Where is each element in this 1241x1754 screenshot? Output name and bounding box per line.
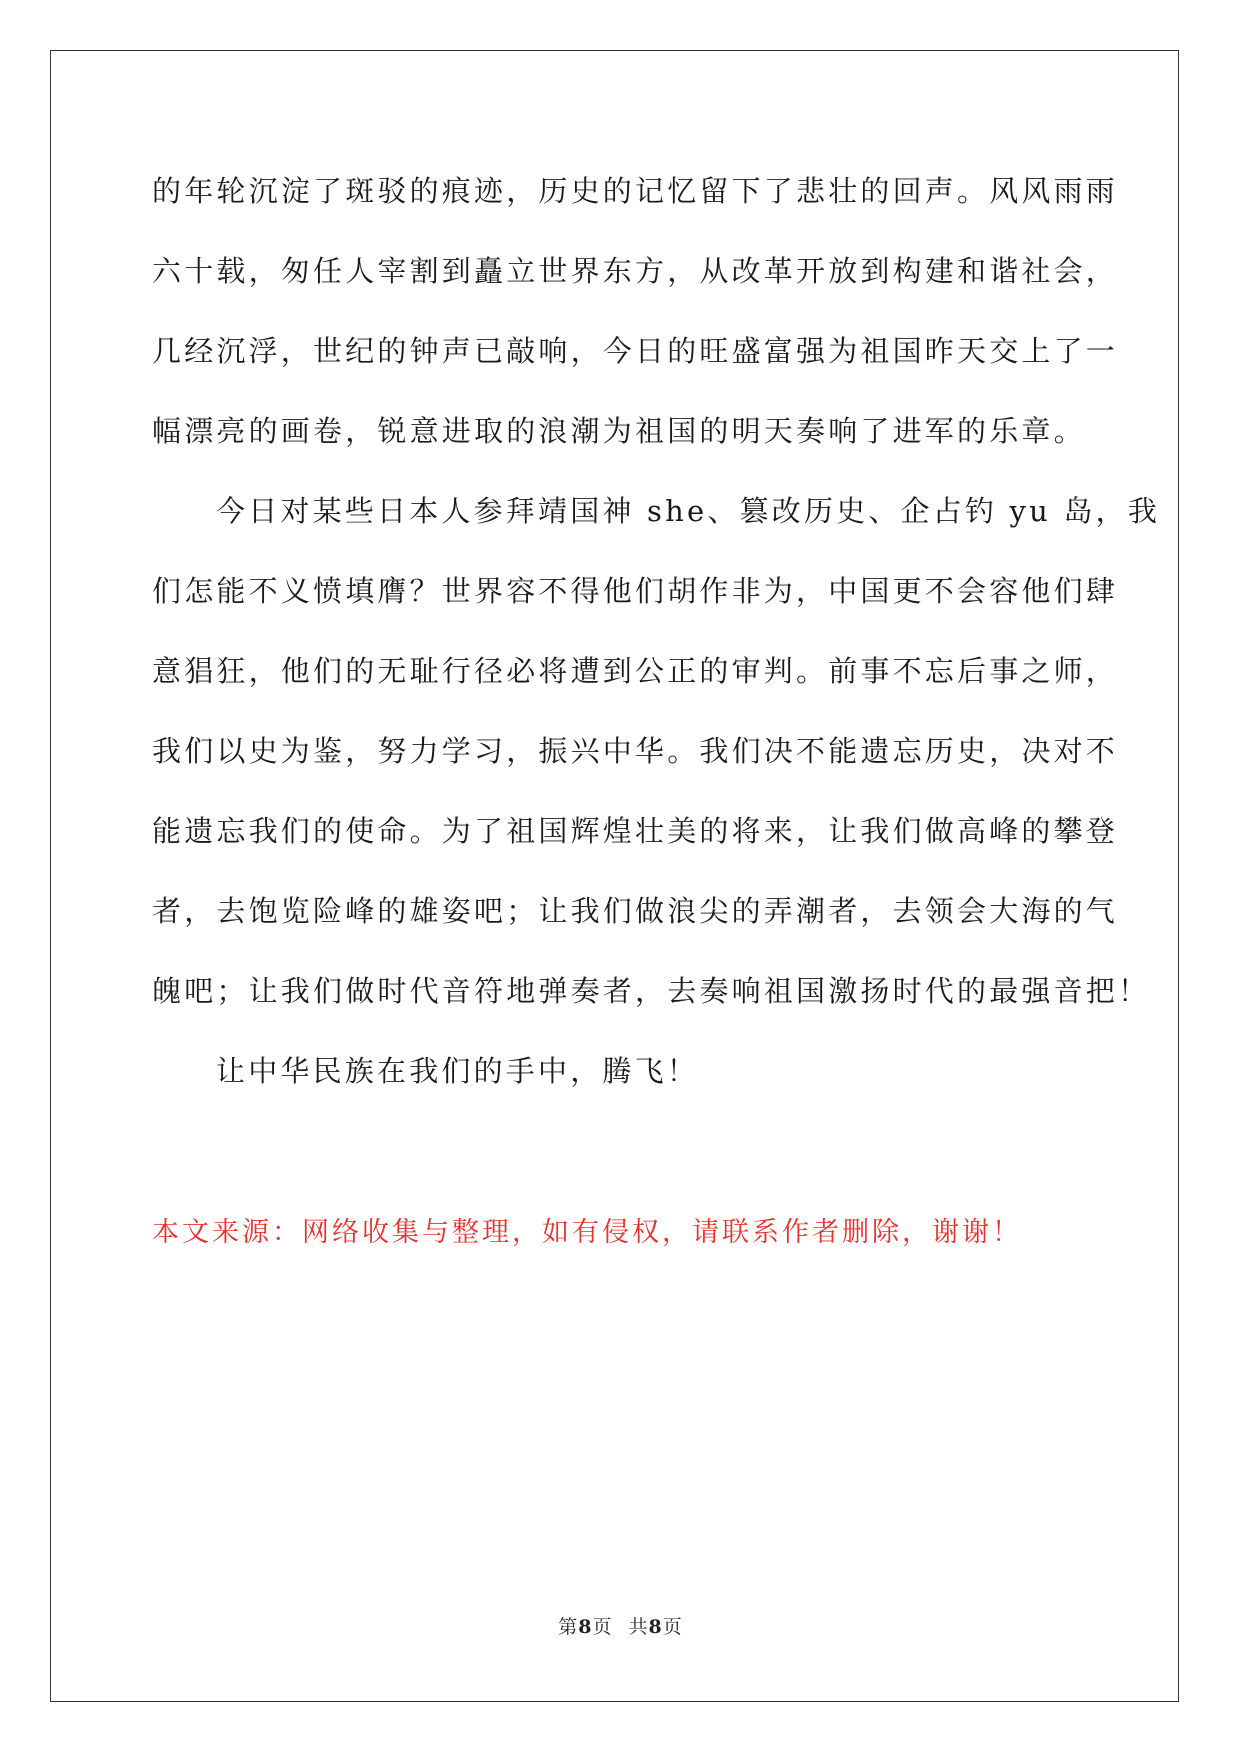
text-line: 者，去饱览险峰的雄姿吧；让我们做浪尖的弄潮者，去领会大海的气 xyxy=(152,894,1119,928)
closing-line: 让中华民族在我们的手中，腾飞！ xyxy=(216,1054,700,1088)
text-line: 几经沉浮，世纪的钟声已敲响，今日的旺盛富强为祖国昨天交上了一 xyxy=(152,334,1119,368)
text-line: 能遗忘我们的使命。为了祖国辉煌壮美的将来，让我们做高峰的攀登 xyxy=(152,814,1119,848)
text-line: 六十载，匆任人宰割到矗立世界东方，从改革开放到构建和谐社会， xyxy=(152,254,1119,288)
text-line: 意猖狂，他们的无耻行径必将遭到公正的审判。前事不忘后事之师， xyxy=(152,654,1119,688)
total-label-prefix: 共 xyxy=(628,1616,649,1638)
current-page-number: 8 xyxy=(578,1616,593,1638)
document-body xyxy=(152,163,1161,1123)
text-line: 魄吧；让我们做时代音符地弹奏者，去奏响祖国激扬时代的最强音把！ xyxy=(152,974,1151,1008)
total-label-suffix: 页 xyxy=(662,1616,683,1638)
page-label-suffix: 页 xyxy=(592,1616,613,1638)
total-page-number: 8 xyxy=(648,1616,663,1638)
page-label-prefix: 第 xyxy=(558,1616,579,1638)
text-line: 我们以史为鉴，努力学习，振兴中华。我们决不能遗忘历史，决对不 xyxy=(152,734,1119,768)
text-line: 们怎能不义愤填膺？世界容不得他们胡作非为，中国更不会容他们肆 xyxy=(152,574,1119,608)
page-number-footer xyxy=(0,1614,1241,1640)
paragraph-start-line: 今日对某些日本人参拜靖国神 she、篡改历史、企占钓 yu 岛，我 xyxy=(216,494,1161,528)
text-line: 的年轮沉淀了斑驳的痕迹，历史的记忆留下了悲壮的回声。风风雨雨 xyxy=(152,174,1119,208)
source-disclaimer: 本文来源：网络收集与整理，如有侵权，请联系作者删除，谢谢！ xyxy=(152,1217,1022,1248)
text-line: 幅漂亮的画卷，锐意进取的浪潮为祖国的明天奏响了进军的乐章。 xyxy=(152,414,1086,448)
